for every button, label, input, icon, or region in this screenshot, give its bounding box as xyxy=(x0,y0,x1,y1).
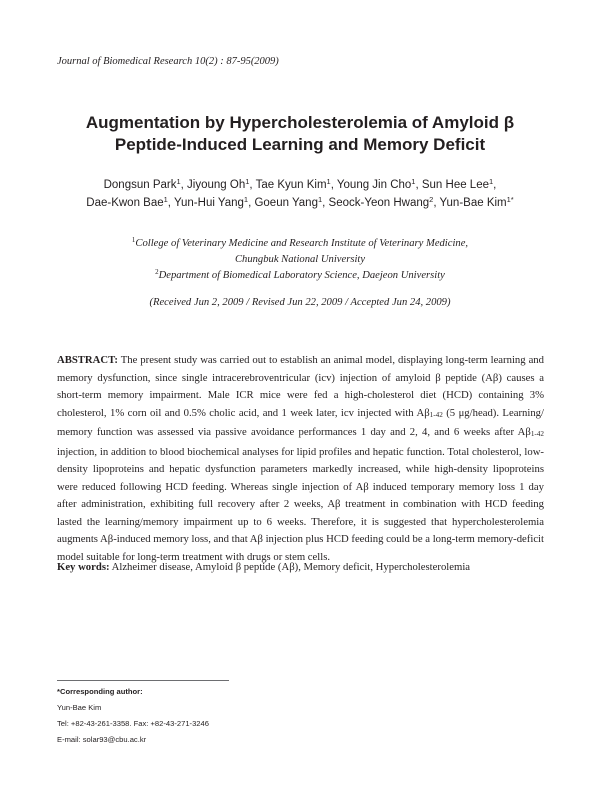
author-name: Yun-Hui Yang xyxy=(173,197,244,209)
keywords-text: Alzheimer disease, Amyloid β peptide (Aβ), Memory deficit, Hypercholesterolemia xyxy=(109,561,471,573)
author-affiliation-mark: 1 xyxy=(243,195,249,204)
corresponding-author-footnote xyxy=(57,684,209,748)
author-affiliation-mark: 1 xyxy=(411,177,416,186)
affiliation-number: 1 xyxy=(131,236,136,244)
affiliation-text: Department of Biomedical Laboratory Science, Daejeon University xyxy=(158,270,445,281)
author-name: Jiyoung Oh xyxy=(187,179,246,191)
author-name: Yun-Bae Kim xyxy=(439,197,507,209)
author-affiliation-mark: 1* xyxy=(506,195,514,204)
author-name: Tae Kyun Kim xyxy=(255,179,327,191)
author-list xyxy=(40,176,560,212)
affiliation-2 xyxy=(40,268,560,284)
author-affiliation-mark: 1 xyxy=(245,177,250,186)
author-affiliation-mark: 1 xyxy=(326,177,331,186)
author-affiliation-mark: 1 xyxy=(176,177,181,186)
author-name: Goeun Yang xyxy=(254,197,318,209)
journal-citation: Journal of Biomedical Research 10(2) : 87-95(2009) xyxy=(57,56,279,67)
article-title xyxy=(40,112,560,156)
abstract xyxy=(57,352,544,566)
footnote-email: E-mail: solar93@cbu.ac.kr xyxy=(57,735,147,744)
affiliation-1 xyxy=(40,236,560,252)
footnote-name: Yun-Bae Kim xyxy=(57,703,102,712)
received-dates: (Received Jun 2, 2009 / Revised Jun 22, 2009 / Accepted Jun 24, 2009) xyxy=(149,297,451,308)
footnote-label: *Corresponding author: xyxy=(57,687,143,696)
author-name: Sun Hee Lee xyxy=(421,179,489,191)
footnote-divider xyxy=(57,680,229,681)
affiliation-1-continued: Chungbuk National University xyxy=(234,254,366,265)
subscript: 1-42 xyxy=(530,430,544,438)
title-line-2: Peptide-Induced Learning and Memory Deficit xyxy=(114,135,486,154)
subscript: 1-42 xyxy=(429,410,443,419)
author-affiliation-mark: 2 xyxy=(429,195,434,204)
author-line-1: Dongsun Park$^1$, Jiyoung Oh$^1$, Tae Kyun Kim$^1$, Young Jin Cho$^1$, Sun Hee Lee$^1$, xyxy=(103,177,497,191)
abstract-text-part: (5 μg/head). Learning/ memory function was assessed via passive avoidance performances 1 day and 2, 4, and 6 weeks after Aβ xyxy=(57,406,544,438)
abstract-paragraph xyxy=(57,352,544,566)
keywords xyxy=(57,559,544,576)
abstract-text-part: injection, in addition to blood biochemical analyses for lipid profiles and hepatic function. Total cholesterol, low-density lipoproteins and hepatic dysfunction parameters markedly increased, while high-density lipoproteins were reduced following HCD feeding. Whereas single injection of Aβ induced temporary memory loss 1 day after administration, exhibiting full recovery after 2 weeks, Aβ treatment in combination with HCD feeding lasted the learning/memory impairment up to 6 weeks. Therefore, it is suggested that hypercholesterolemia augments Aβ-induced memory loss, and that Aβ injection plus HCD feeding could be a long-term memory-deficit model suitable for long-term treatment with drugs or stem cells. xyxy=(57,445,544,563)
author-affiliation-mark: 1 xyxy=(489,177,494,186)
keywords-label: Key words: xyxy=(57,561,110,573)
affiliation-text: College of Veterinary Medicine and Research Institute of Veterinary Medicine, xyxy=(135,238,469,249)
author-name: Seock-Yeon Hwang xyxy=(328,197,430,209)
author-name: Dae-Kwon Bae xyxy=(86,197,164,209)
author-name: Dongsun Park xyxy=(103,179,177,191)
author-name: Young Jin Cho xyxy=(336,179,412,191)
abstract-text-part: The present study was carried out to establish an animal model, displaying long-term learning and memory dysfunction, since single intracerebroventricular (icv) injection of amyloid β peptide (Aβ) causes a short-term memory impairment. Male ICR mice were fed a high-cholesterol diet (HCD) containing 3% cholesterol, 1% corn oil and 0.5% cholic acid, and 1 week later, icv injected with Aβ xyxy=(57,354,544,419)
affiliation-number: 2 xyxy=(155,268,159,276)
abstract-label: ABSTRACT: xyxy=(57,354,118,366)
author-affiliation-mark: 1 xyxy=(163,195,168,204)
author-affiliation-mark: 1 xyxy=(317,195,323,204)
affiliations xyxy=(40,236,560,284)
footnote-phone: Tel: +82-43-261-3358. Fax: +82-43-271-3246 xyxy=(57,719,209,728)
author-line-2: Dae-Kwon Bae$^1$, Yun-Hui Yang$^1$, Goeun Yang$^1$, Seock-Yeon Hwang$^2$, Yun-Bae Kim$^{1*}$ xyxy=(86,195,514,209)
title-line-1: Augmentation by Hypercholesterolemia of Amyloid β xyxy=(85,113,515,132)
